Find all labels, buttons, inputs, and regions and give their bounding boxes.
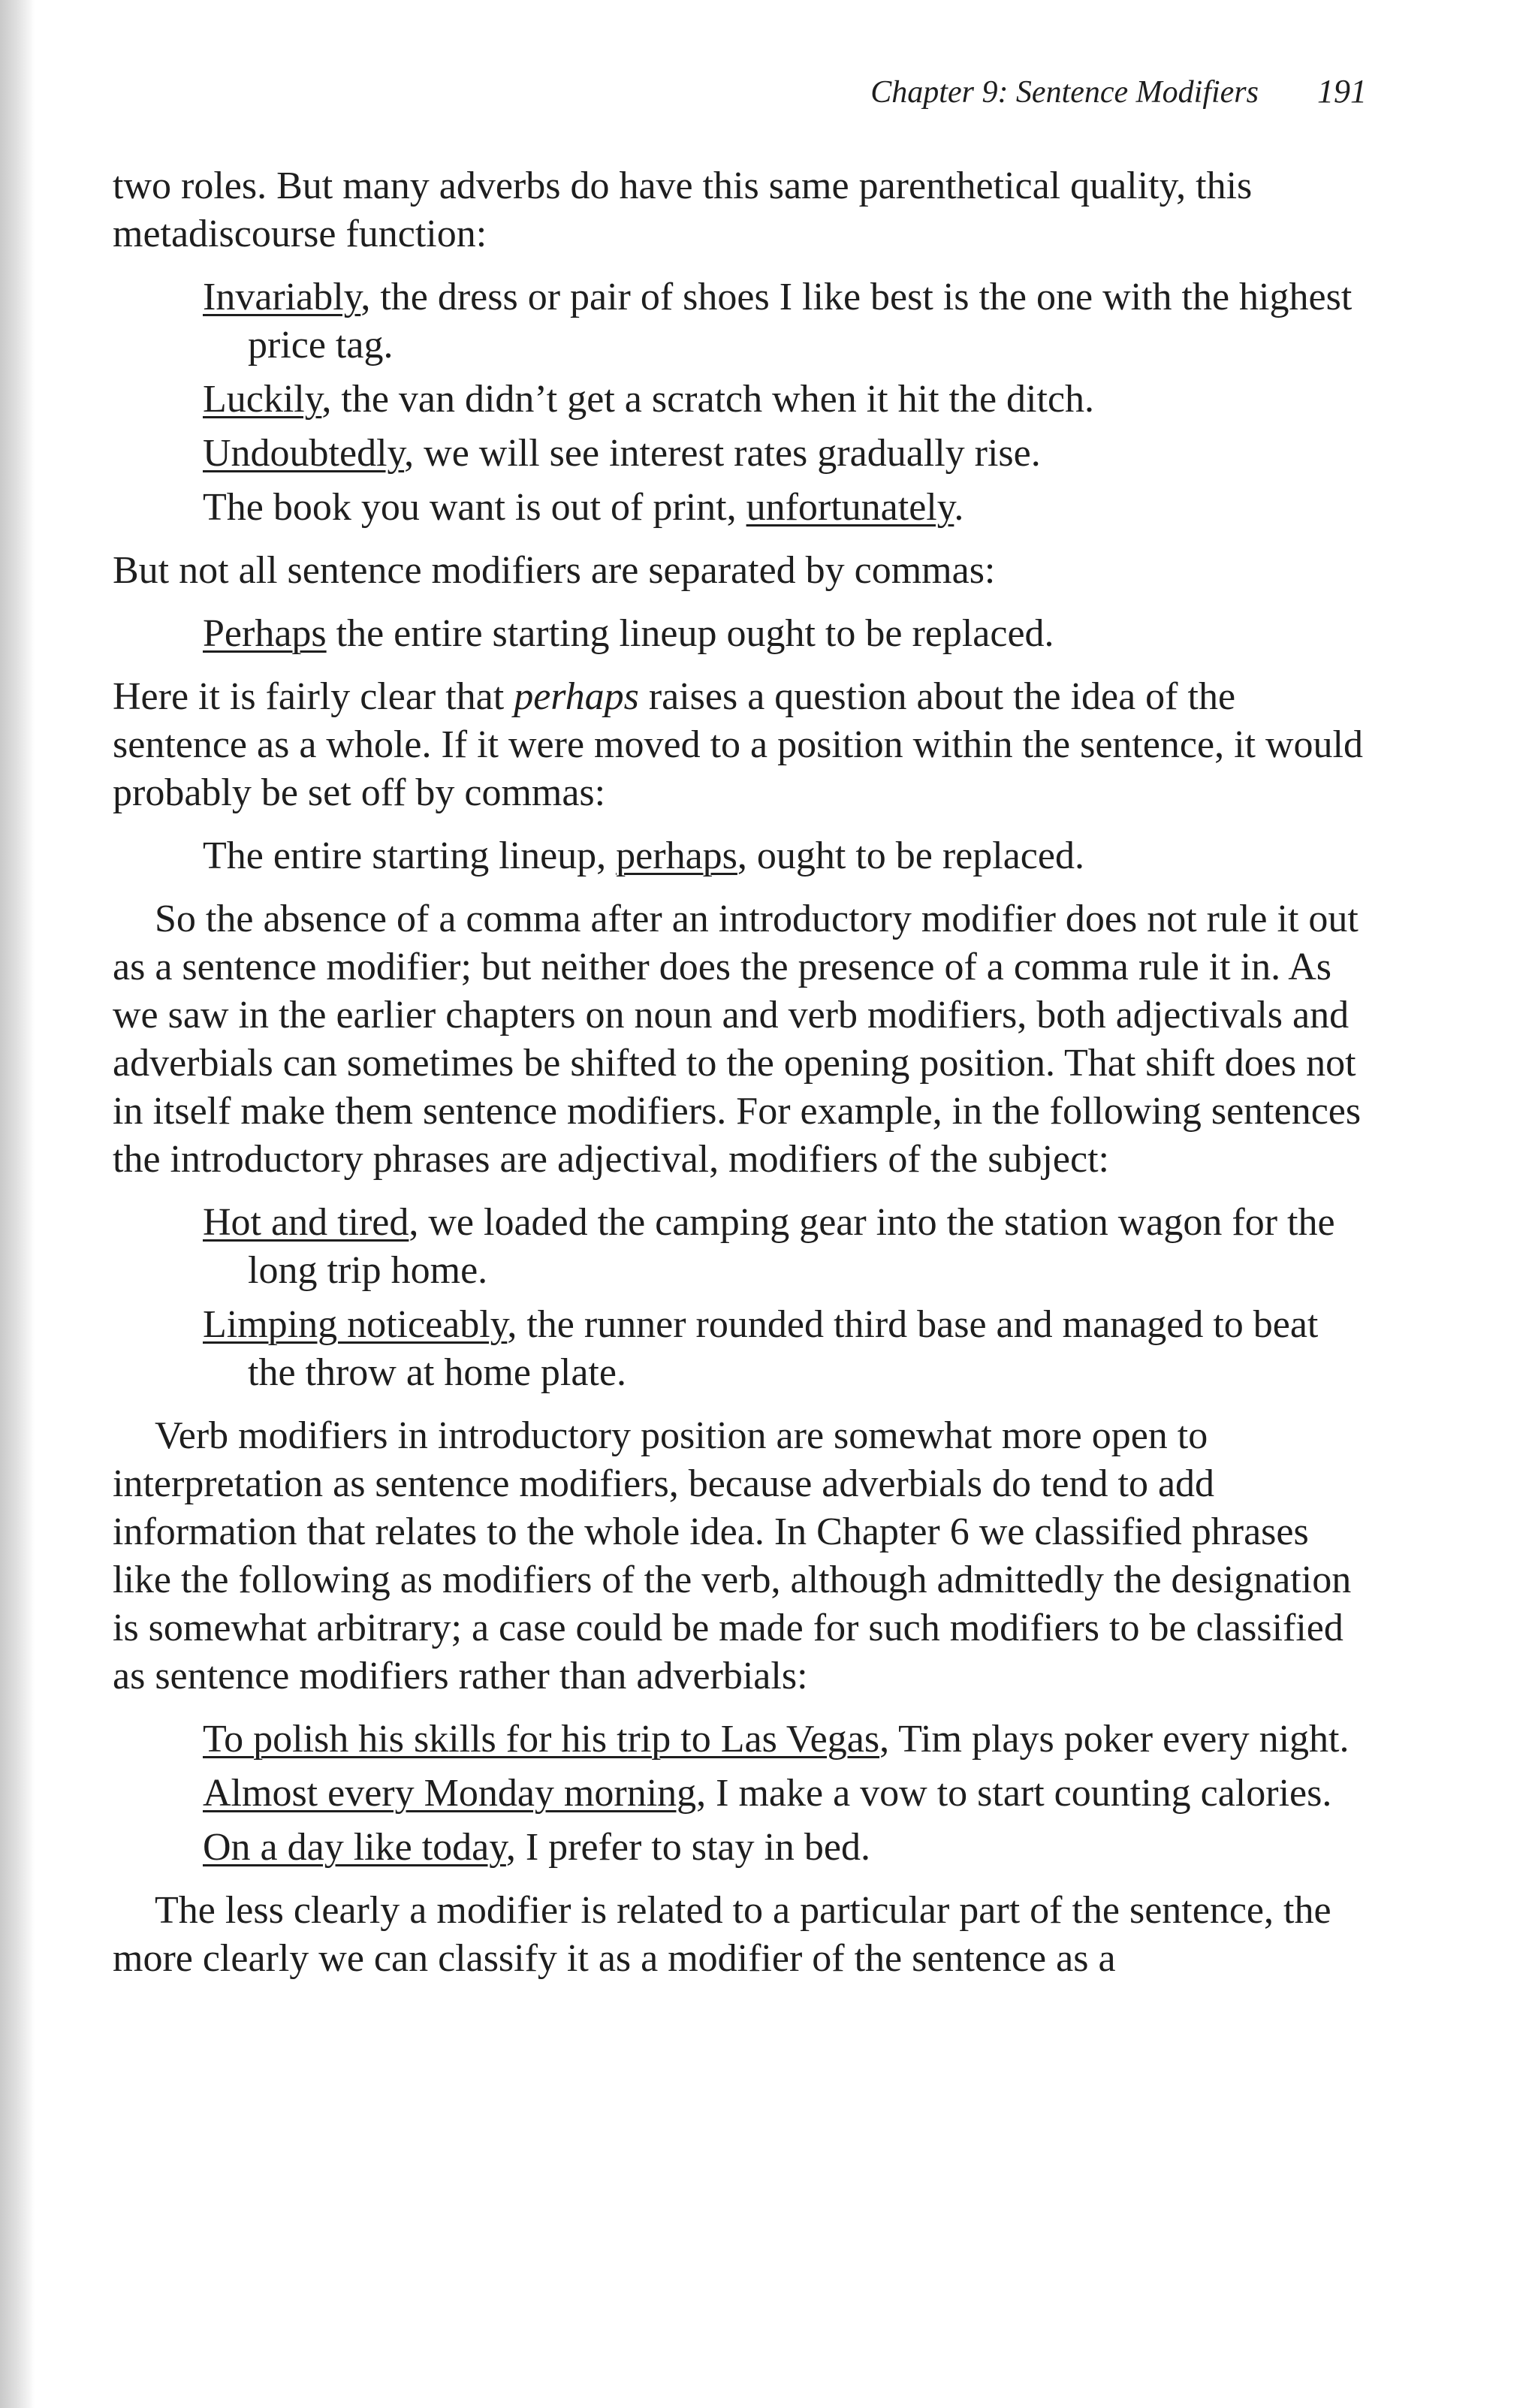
example-group-4 [203, 1199, 1367, 1397]
underlined-modifier: Invariably [203, 276, 361, 318]
chapter-title: Chapter 9: Sentence Modifiers [870, 75, 1259, 110]
example-group-3 [203, 832, 1367, 880]
example-sentence: The entire starting lineup, perhaps, ought to be replaced. [203, 834, 1084, 877]
running-head [113, 72, 1367, 114]
underlined-modifier: Limping noticeably [203, 1303, 508, 1346]
underlined-modifier: Almost every Monday morning [203, 1772, 697, 1815]
example-sentence: Almost every Monday morning, I make a vow to start counting calories. [203, 1772, 1332, 1815]
paragraph-1: two roles. But many adverbs do have this same parenthetical quality, this metadiscourse function: [113, 164, 1253, 255]
example-sentence: On a day like today, I prefer to stay in bed. [203, 1826, 871, 1869]
underlined-modifier: Perhaps [203, 612, 327, 655]
paragraph-2: But not all sentence modifiers are separated by commas: [113, 549, 996, 592]
example-sentence: Undoubtedly, we will see interest rates gradually rise. [203, 432, 1041, 475]
book-page [113, 72, 1367, 1983]
italic-term: perhaps [514, 675, 639, 718]
underlined-modifier: perhaps [616, 834, 737, 877]
example-sentence: Hot and tired, we loaded the camping gear into the station wagon for the long trip home. [203, 1201, 1335, 1292]
example-group-1 [203, 273, 1367, 532]
example-group-2 [203, 610, 1367, 658]
paragraph-6: The less clearly a modifier is related to a particular part of the sentence, the more clearly we can classify it as a modifier of the sentence as a [113, 1889, 1331, 1980]
underlined-modifier: On a day like today [203, 1826, 506, 1869]
underlined-modifier: unfortunately [746, 486, 954, 529]
underlined-modifier: Hot and tired [203, 1201, 409, 1244]
example-sentence: Luckily, the van didn’t get a scratch when it hit the ditch. [203, 378, 1095, 421]
example-sentence: The book you want is out of print, unfortunately. [203, 486, 964, 529]
example-sentence: To polish his skills for his trip to Las Vegas, Tim plays poker every night. [203, 1718, 1350, 1761]
example-sentence: Perhaps the entire starting lineup ought to be replaced. [203, 612, 1054, 655]
example-group-5 [203, 1715, 1367, 1872]
page-number: 191 [1317, 73, 1367, 110]
page-gutter-shadow [0, 0, 35, 2408]
example-sentence: Invariably, the dress or pair of shoes I like best is the one with the highest price tag. [203, 276, 1353, 367]
underlined-modifier: Undoubtedly [203, 432, 405, 475]
paragraph-3: Here it is fairly clear that perhaps raises a question about the idea of the sentence as a whole. If it were moved to a position within the sentence, it would probably be set off by commas: [113, 675, 1363, 814]
example-sentence: Limping noticeably, the runner rounded third base and managed to beat the throw at home plate. [203, 1303, 1319, 1394]
underlined-modifier: Luckily [203, 378, 322, 421]
underlined-modifier: To polish his skills for his trip to Las Vegas [203, 1718, 880, 1761]
paragraph-5: Verb modifiers in introductory position are somewhat more open to interpretation as sentence modifiers, because adverbials do tend to add information that relates to the whole idea. In Chapter 6 we classified phrases like the following as modifiers of the verb, although admittedly the designation is somewhat arbitrary; a case could be made for such modifiers to be classified as sentence modifiers rather than adverbials: [113, 1414, 1352, 1697]
paragraph-4: So the absence of a comma after an introductory modifier does not rule it out as a sentence modifier; but neither does the presence of a comma rule it in. As we saw in the earlier chapters on noun and verb modifiers, both adjectivals and adverbials can sometimes be shifted to the opening position. That shift does not in itself make them sentence modifiers. For example, in the following sentences the introductory phrases are adjectival, modifiers of the subject: [113, 898, 1362, 1181]
